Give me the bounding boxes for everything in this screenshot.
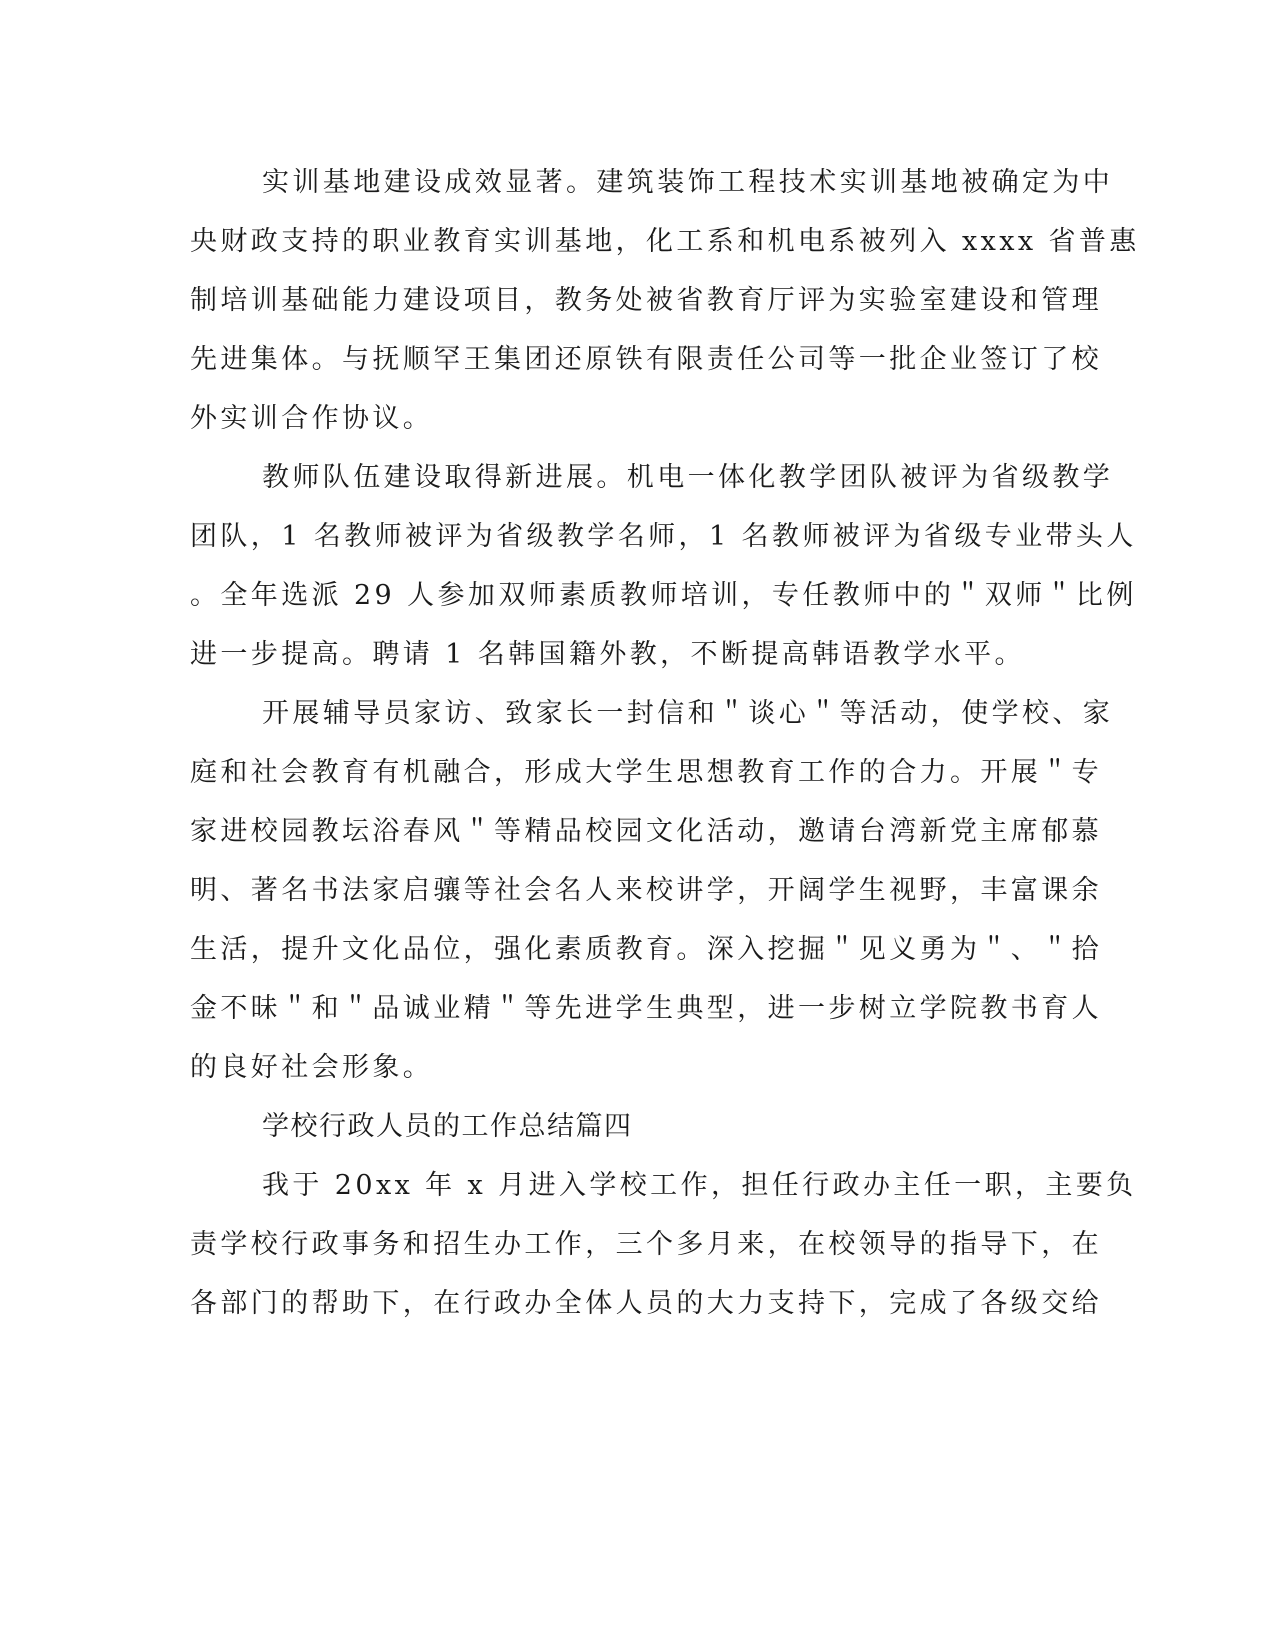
paragraph-2-line-1: 教师队伍建设取得新进展。机电一体化教学团队被评为省级教学 <box>262 462 1114 493</box>
paragraph-3-line-3: 家进校园教坛浴春风＂等精品校园文化活动，邀请台湾新党主席郁慕 <box>190 816 1102 847</box>
paragraph-2-line-4: 进一步提高。聘请 1 名韩国籍外教，不断提高韩语教学水平。 <box>190 639 1025 670</box>
paragraph-2-line-2: 团队，1 名教师被评为省级教学名师，1 名教师被评为省级专业带头人 <box>190 521 1137 552</box>
paragraph-1-line-3: 制培训基础能力建设项目，教务处被省教育厅评为实验室建设和管理 <box>190 285 1102 316</box>
paragraph-3-line-4: 明、著名书法家启骧等社会名人来校讲学，开阔学生视野，丰富课余 <box>190 875 1102 906</box>
section-heading: 学校行政人员的工作总结篇四 <box>262 1111 633 1142</box>
paragraph-4-line-3: 各部门的帮助下，在行政办全体人员的大力支持下，完成了各级交给 <box>190 1288 1102 1319</box>
paragraph-3-line-2: 庭和社会教育有机融合，形成大学生思想教育工作的合力。开展＂专 <box>190 757 1102 788</box>
paragraph-3-line-1: 开展辅导员家访、致家长一封信和＂谈心＂等活动，使学校、家 <box>262 698 1114 729</box>
paragraph-1-line-2: 央财政支持的职业教育实训基地，化工系和机电系被列入 xxxx 省普惠 <box>190 226 1140 257</box>
paragraph-4-line-1: 我于 20xx 年 x 月进入学校工作，担任行政办主任一职，主要负 <box>262 1170 1137 1201</box>
paragraph-3-line-6: 金不昧＂和＂品诚业精＂等先进学生典型，进一步树立学院教书育人 <box>190 993 1102 1024</box>
paragraph-1-line-5: 外实训合作协议。 <box>190 403 434 434</box>
paragraph-4-line-2: 责学校行政事务和招生办工作，三个多月来，在校领导的指导下，在 <box>190 1229 1102 1260</box>
paragraph-3-line-5: 生活，提升文化品位，强化素质教育。深入挖掘＂见义勇为＂、＂拾 <box>190 934 1102 965</box>
paragraph-2-line-3: 。全年选派 29 人参加双师素质教师培训，专任教师中的＂双师＂比例 <box>190 580 1137 611</box>
paragraph-3-line-7: 的良好社会形象。 <box>190 1052 434 1083</box>
paragraph-1-line-1: 实训基地建设成效显著。建筑装饰工程技术实训基地被确定为中 <box>262 167 1114 198</box>
paragraph-1-line-4: 先进集体。与抚顺罕王集团还原铁有限责任公司等一批企业签订了校 <box>190 344 1102 375</box>
